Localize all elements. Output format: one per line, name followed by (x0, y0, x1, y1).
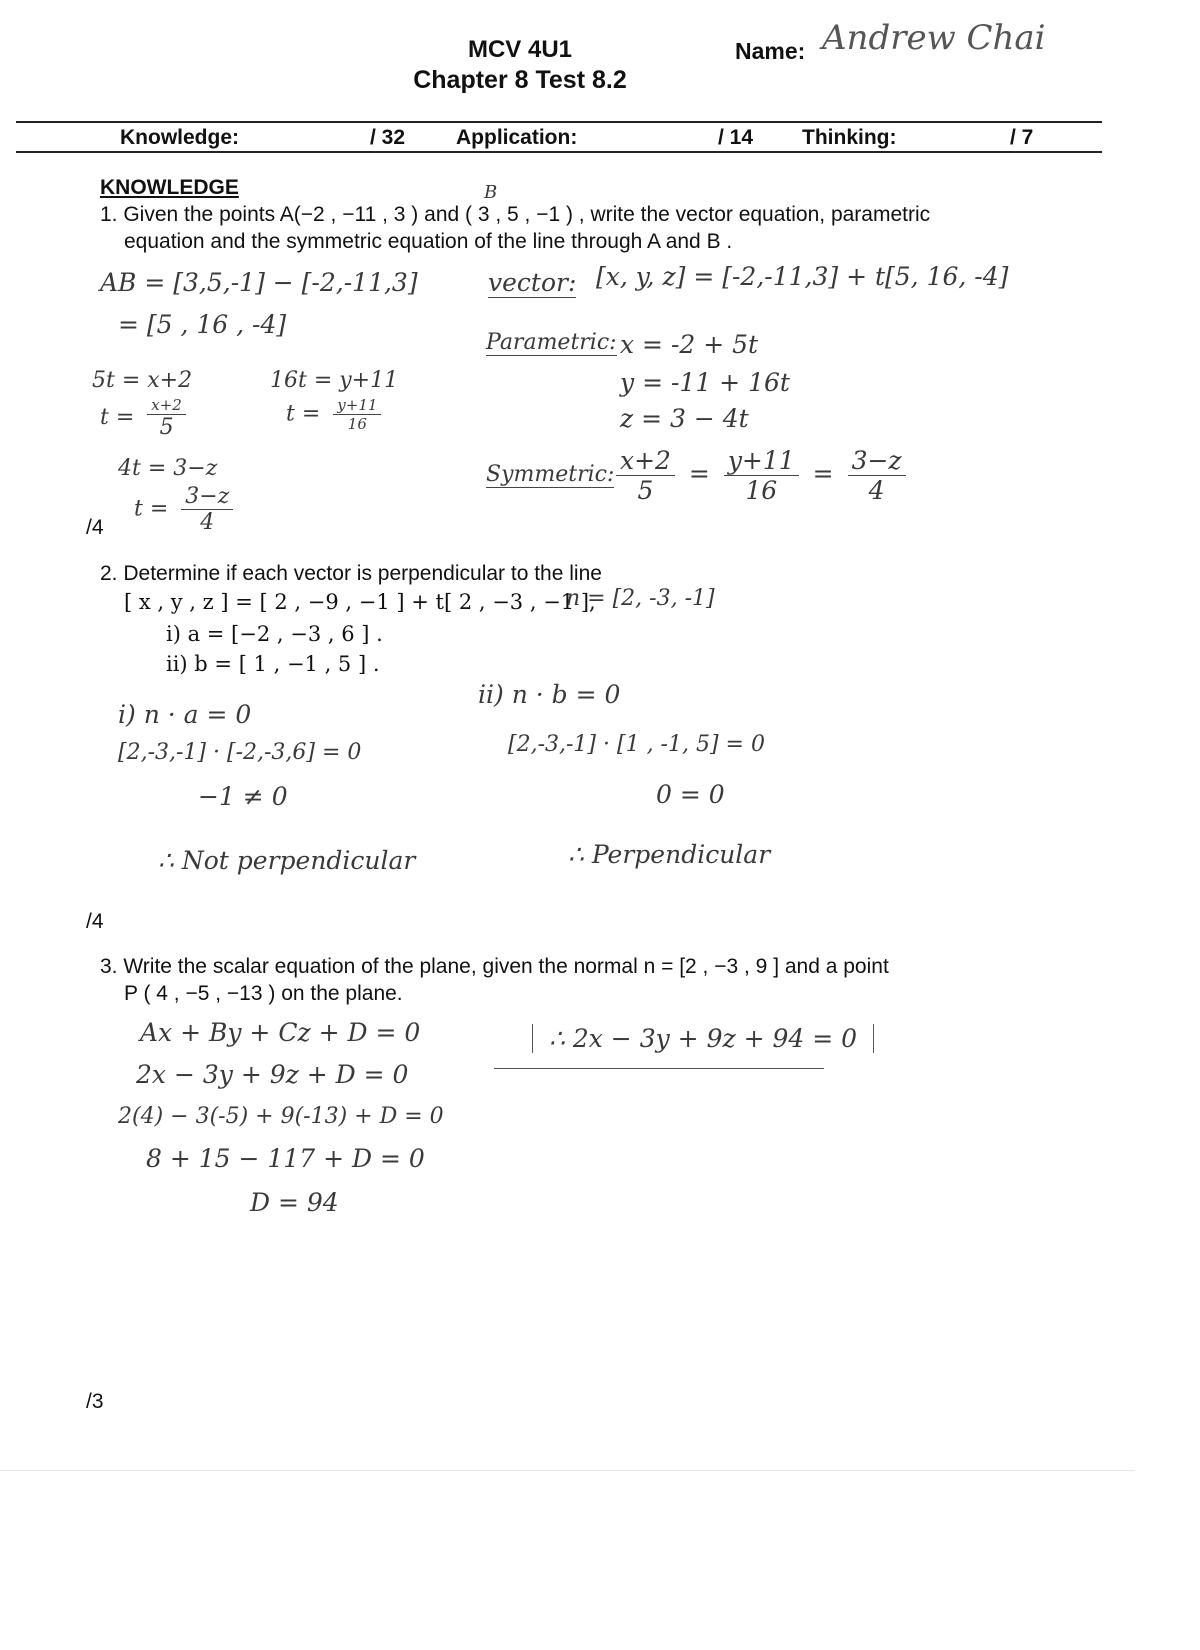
student-name: Andrew Chai (822, 18, 1046, 58)
q1-vector-equation: [x, y, z] = [-2,-11,3] + t[5, 16, -4] (596, 262, 1009, 291)
q1-mark: /4 (86, 516, 104, 539)
q2-line-equation: [ x , y , z ] = [ 2 , −9 , −1 ] + t[ 2 , −3 , −1 ], (124, 590, 596, 614)
q3-work-line3: 2(4) − 3(-5) + 9(-13) + D = 0 (118, 1104, 444, 1129)
section-heading: KNOWLEDGE (100, 176, 239, 199)
thinking-label: Thinking: (802, 126, 897, 149)
knowledge-label: Knowledge: (120, 126, 239, 149)
q3-text-line1: 3. Write the scalar equation of the plane, given the normal n = [2 , −3 , 9 ] and a point (100, 955, 889, 978)
q1-tx-den: 5 (159, 415, 174, 440)
q2-part-ii: ii) b = [ 1 , −1 , 5 ] . (166, 652, 380, 676)
q3-answer: ∴ 2x − 3y + 9z + 94 = 0 (532, 1024, 874, 1053)
q1-tz-den: 4 (200, 510, 215, 535)
q1-ty-num: y+11 (333, 396, 381, 415)
q1-param-x: x = -2 + 5t (620, 330, 759, 359)
q2-ii-line2: [2,-3,-1] · [1 , -1, 5] = 0 (508, 732, 765, 757)
score-bar-top-rule (16, 121, 1102, 123)
q1-tz-eq: 4t = 3−z (118, 456, 218, 481)
course-code: MCV 4U1 (467, 36, 573, 63)
q1-tz-fraction (181, 484, 233, 535)
q3-work-line1: Ax + By + Cz + D = 0 (140, 1018, 421, 1047)
q1-parametric-label: Parametric: (486, 330, 617, 355)
q2-text: 2. Determine if each vector is perpendicular to the line (100, 562, 602, 585)
q1-ty-den: 16 (347, 415, 367, 433)
q3-answer-underline (494, 1068, 824, 1069)
name-label: Name: (735, 38, 806, 64)
q1-tz-lhs: t = (134, 496, 169, 522)
q2-ii-line1: ii) n · b = 0 (478, 680, 621, 709)
q1-sym-frac-y: $\frac{y+11}{16}$ (724, 446, 799, 505)
q1-param-z: z = 3 − 4t (620, 404, 749, 433)
q1-ty-fraction (333, 396, 381, 433)
q2-ii-conclusion: ∴ Perpendicular (568, 840, 771, 869)
q2-normal-note: n = [2, -3, -1] (566, 586, 715, 611)
application-total: / 14 (718, 126, 754, 149)
q1-tz-solve (134, 484, 239, 535)
q1-sym-frac-x: $\frac{x+2}{5}$ (616, 446, 675, 505)
q1-tx-fraction (147, 396, 186, 440)
q1-ty-eq: 16t = y+11 (270, 368, 399, 393)
q3-mark: /3 (86, 1390, 104, 1413)
q1-tz-num: 3−z (181, 484, 233, 510)
q3-work-line4: 8 + 15 − 117 + D = 0 (146, 1144, 425, 1173)
q3-work-line2: 2x − 3y + 9z + D = 0 (136, 1060, 409, 1089)
application-label: Application: (456, 126, 578, 149)
scan-divider (0, 1470, 1135, 1471)
q2-part-i: i) a = [−2 , −3 , 6 ] . (166, 622, 383, 646)
q2-i-line2: [2,-3,-1] · [-2,-3,6] = 0 (118, 740, 362, 765)
q1-b-annotation: B (484, 182, 498, 203)
q2-i-line1: i) n · a = 0 (118, 700, 252, 729)
q1-text-line1: 1. Given the points A(−2 , −11 , 3 ) and ( 3 , 5 , −1 ) , write the vector equation, parametric (100, 203, 931, 226)
q1-tx-lhs: t = (100, 405, 135, 430)
q1-tx-eq: 5t = x+2 (92, 368, 193, 393)
thinking-total: / 7 (1010, 126, 1034, 149)
q2-ii-line3: 0 = 0 (656, 780, 725, 809)
test-title: Chapter 8 Test 8.2 (413, 66, 627, 94)
q1-tx-solve (100, 396, 192, 440)
q2-mark: /4 (86, 910, 104, 933)
q1-sym-frac-z: $\frac{3-z}{4}$ (848, 446, 906, 505)
q2-i-conclusion: ∴ Not perpendicular (158, 846, 416, 875)
knowledge-total: / 32 (370, 126, 406, 149)
q1-ty-solve (286, 396, 387, 433)
q1-text-line2: equation and the symmetric equation of the line through A and B . (124, 230, 733, 253)
q1-symmetric-label: Symmetric: (486, 462, 615, 487)
q1-ty-lhs: t = (286, 401, 321, 427)
score-bar-bottom-rule (16, 151, 1102, 153)
q1-tx-num: x+2 (147, 396, 186, 415)
q1-ab-line2: = [5 , 16 , -4] (118, 310, 287, 339)
q1-symmetric-equation: $\frac{x+2}{5}$ = $\frac{y+11}{16}$ = $\frac{3-z}{4}$ (610, 446, 912, 505)
q1-vector-label: vector: (488, 268, 577, 297)
q1-param-y: y = -11 + 16t (620, 368, 790, 397)
q3-text-line2: P ( 4 , −5 , −13 ) on the plane. (124, 982, 403, 1005)
q2-i-line3: −1 ≠ 0 (198, 782, 288, 811)
q3-work-line5: D = 94 (250, 1188, 339, 1217)
q1-ab-line1: AB = [3,5,-1] − [-2,-11,3] (100, 268, 418, 297)
